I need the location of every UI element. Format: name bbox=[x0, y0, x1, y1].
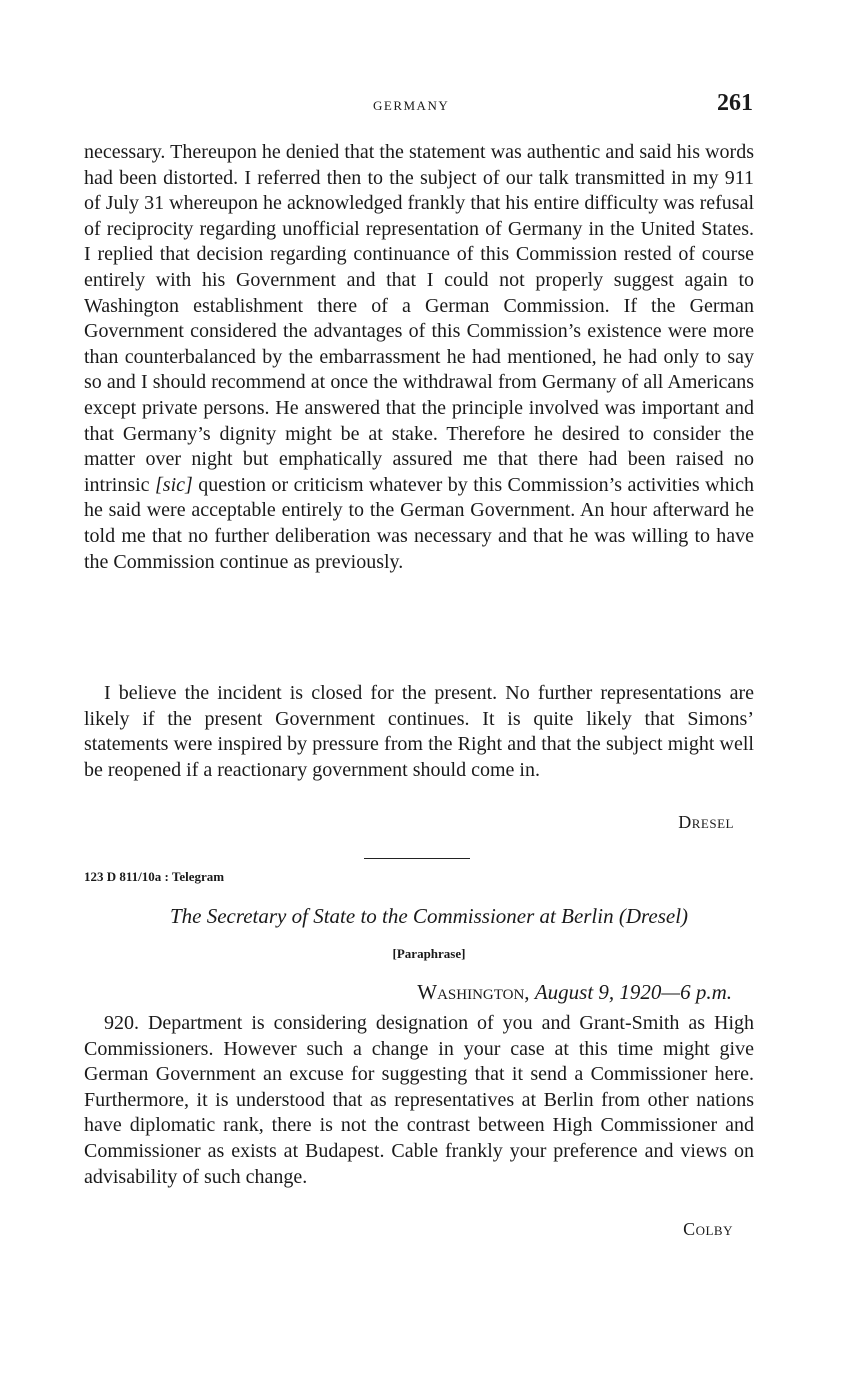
file-reference: 123 D 811/10a : Telegram bbox=[84, 869, 225, 884]
document-title: The Secretary of State to the Commissioner at Berlin (Dresel) bbox=[169, 904, 689, 928]
letter1-paragraph1-end: question or criticism whatever by this Commission’s activities which he said were acceptable entirely to the German Government. An hour afterward he told me that no further deliberation was necessary and that he was willing to have the Commission continue as previously. bbox=[84, 473, 754, 573]
letter2-body: 920. Department is considering designation of you and Grant-Smith as High Commissioners. However such a change in your case at this time might give German Government an excuse for suggesting that it send a Commissioner here. Furthermore, it is understood that as representatives at Berlin from other nations have diplomatic rank, there is not the contrast between High Commissioner and Commissioner as exists at Budapest. Cable frankly your preference and views on advisability of such change. bbox=[84, 1012, 754, 1188]
signature-colby: Colby bbox=[683, 1219, 733, 1239]
paraphrase-label: [Paraphrase] bbox=[392, 946, 466, 961]
page-header bbox=[0, 90, 857, 122]
dateline bbox=[417, 980, 732, 1005]
running-head: GERMANY bbox=[373, 98, 450, 113]
letter1-paragraph1 bbox=[84, 140, 754, 575]
sic-note: [sic] bbox=[155, 473, 193, 496]
dateline-date: August 9, 1920—6 p.m. bbox=[534, 980, 732, 1004]
section-divider bbox=[364, 858, 470, 859]
page-number: 261 bbox=[717, 90, 753, 116]
letter1-paragraph2: I believe the incident is closed for the present. No further representations are likely if the present Government continues. It is quite likely that Simons’ statements were inspired by pressure from the Right and that the subject might well be reopened if a reactionary government should come in. bbox=[84, 682, 754, 781]
dateline-place: Washington, bbox=[417, 980, 530, 1004]
signature-dresel: Dresel bbox=[678, 812, 734, 832]
letter1-paragraph1-text: necessary. Thereupon he denied that the statement was authentic and said his words had been distorted. I referred then to the subject of our talk transmitted in my 911 of July 31 whereupon he acknowledged frankly that his entire difficulty was refusal of reciprocity regarding unofficial representation of Germany in the United States. I replied that decision regarding continuance of this Commission rested of course entirely with his Government and that I could not properly suggest again to Washington establishment there of a German Commission. If the German Government considered the advantages of this Commission’s existence were more than counterbalanced by the embarrassment he had mentioned, he had only to say so and I should recommend at once the withdrawal from Germany of all Americans except private persons. He answered that the principle involved was important and that Germany’s dignity might be at stake. Therefore he desired to consider the matter over night but emphatically assured me that there had been raised no intrinsic bbox=[84, 141, 754, 496]
